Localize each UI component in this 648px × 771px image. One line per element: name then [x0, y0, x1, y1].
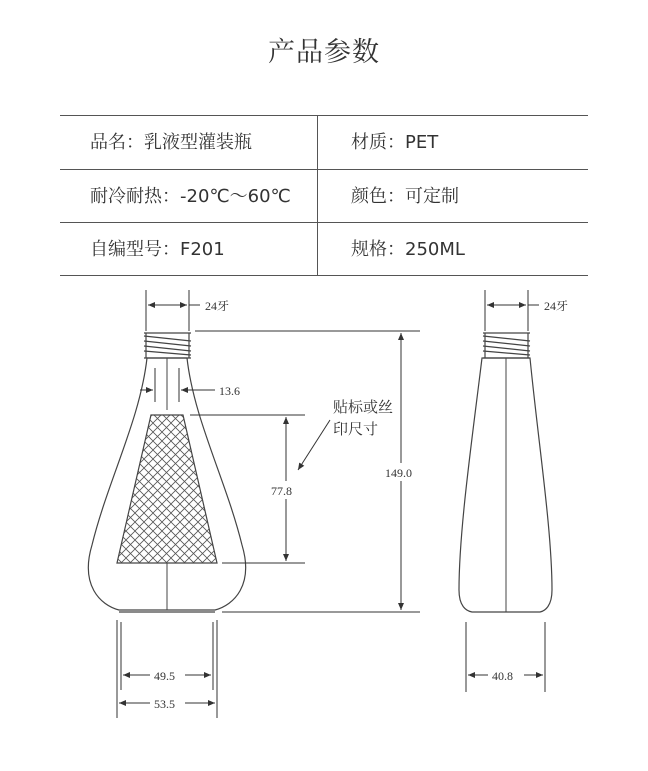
page-title: 产品参数 [268, 37, 380, 68]
material: 材质：PET [351, 132, 439, 153]
label-note-line2: 印尺寸 [333, 422, 379, 438]
temperature-range: 耐冷耐热：-20℃～60℃ [90, 186, 291, 207]
neck-thread-label-front: 24牙 [205, 299, 230, 313]
color-option: 颜色：可定制 [351, 186, 459, 207]
label-top-width-value: 13.6 [219, 384, 240, 398]
label-area [117, 415, 217, 563]
model-number: 自编型号：F201 [90, 239, 225, 260]
note-leader [298, 420, 330, 470]
label-height-value: 77.8 [271, 484, 292, 498]
side-neck [483, 333, 530, 358]
label-top-dimension [140, 368, 215, 402]
neck-dimension-side [485, 290, 539, 331]
side-bottle [459, 333, 552, 612]
capacity: 规格：250ML [351, 239, 465, 260]
label-note-line1: 贴标或丝 [333, 400, 394, 416]
total-height-value: 149.0 [385, 466, 412, 480]
product-name: 品名：乳液型灌装瓶 [90, 132, 252, 153]
front-neck [144, 333, 191, 358]
base-outer-width: 53.5 [154, 697, 175, 711]
neck-thread-label-side: 24牙 [544, 299, 569, 313]
neck-dimension-front [146, 290, 200, 331]
base-inner-width: 49.5 [154, 669, 175, 683]
side-width-value: 40.8 [492, 669, 513, 683]
